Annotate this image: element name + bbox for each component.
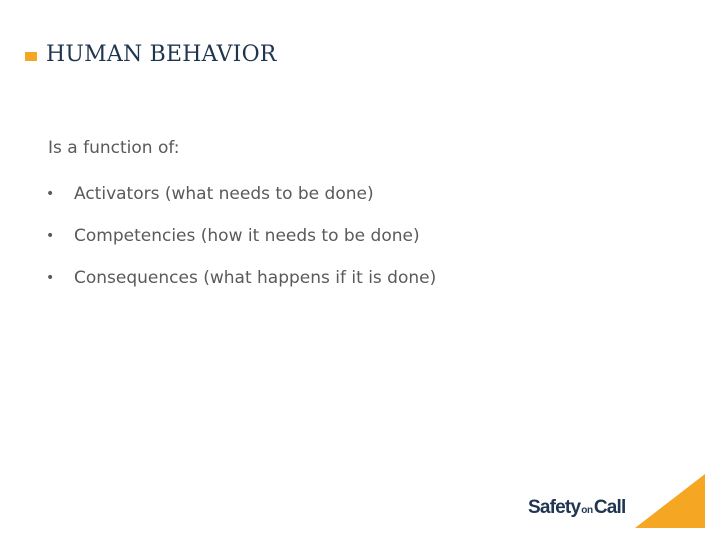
bullet-dot: • <box>46 228 55 244</box>
title-accent-marker <box>25 52 37 61</box>
bullet-text: Consequences (what happens if it is done) <box>74 268 437 288</box>
corner-triangle-icon <box>635 474 705 528</box>
bullet-item-consequences <box>44 257 436 299</box>
intro-text: Is a function of: <box>48 138 180 158</box>
bullet-item-competencies <box>44 215 436 257</box>
bullet-dot: • <box>46 186 55 202</box>
bullet-text: Activators (what needs to be done) <box>74 184 374 204</box>
logo-word-call: Call <box>593 497 626 518</box>
logo-word-safety: Safety <box>528 497 581 518</box>
bullet-text: Competencies (how it needs to be done) <box>74 226 420 246</box>
bullet-list <box>44 173 436 299</box>
corner-triangle-shape <box>635 474 705 528</box>
bullet-item-activators <box>44 173 436 215</box>
bullet-dot: • <box>46 270 55 286</box>
safety-on-call-logo <box>528 497 626 519</box>
logo-word-on: on <box>581 505 593 516</box>
slide-title: HUMAN BEHAVIOR <box>46 42 277 67</box>
